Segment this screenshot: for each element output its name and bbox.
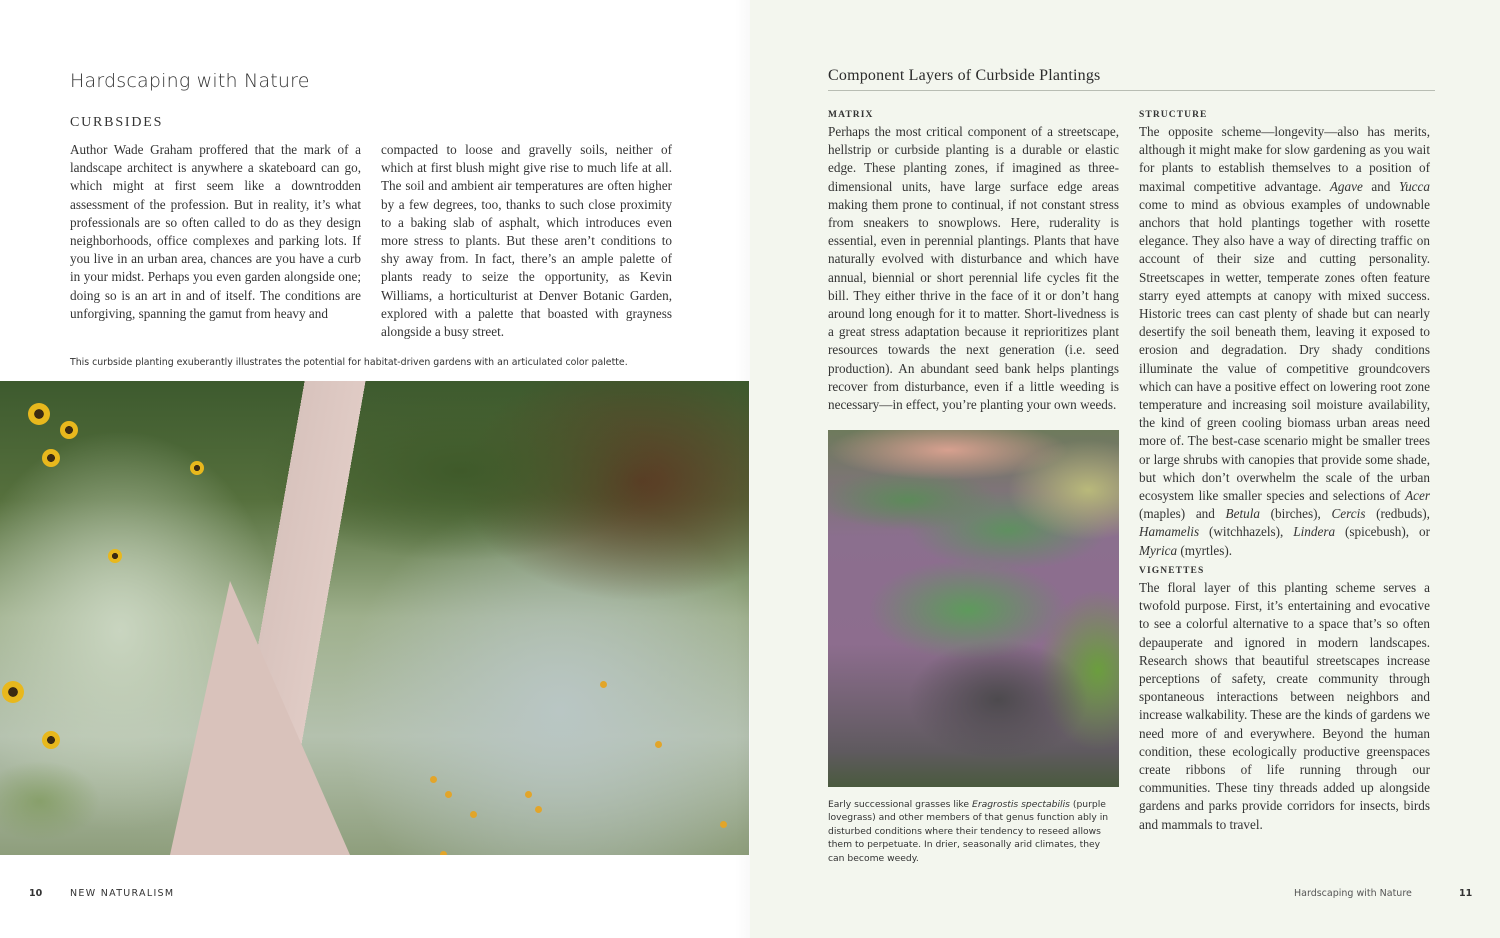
structure-text-part: (myrtles). — [1177, 542, 1233, 558]
page-number-right: 11 — [1459, 888, 1473, 899]
structure-text-part: (maples) and — [1139, 506, 1226, 522]
photo-caption: This curbside planting exuberantly illustrates the potential for habitat-driven gardens with an articulated color palette. — [70, 357, 628, 368]
yellow-flower-shape — [470, 811, 477, 818]
lovegrass-photo — [828, 430, 1119, 787]
structure-text-part: (redbuds), — [1365, 506, 1430, 522]
structure-text-part: and — [1362, 178, 1399, 194]
genus-acer: Acer — [1405, 488, 1430, 504]
structure-text-part: The opposite scheme—longevity—also has merits, although it might make for slow gardening as you wait for plants to establish themselves to a position of maximal competitive advantage. — [1139, 124, 1430, 194]
yellow-flower-shape — [525, 791, 532, 798]
matrix-text: Perhaps the most critical component of a streetscape, hellstrip or curbside planting is a durable or elastic edge. These planting zones, if imagined as three-dimensional units, have large surface edge areas making them prone to continual, if not constant stress from sneakers to snowplows. Here, ruderality is essential, even in perennial plantings. Plants that have naturally evolved with disturbance and which have annual, biennial or short perennial life cycles fit the bill. They either thrive in the face of it or don’t hang around long enough for it to matter. Short-livedness is a great stress adaptation because it reprioritizes plant resources towards the next generation (i.e. seed production). An abundant seed bank helps plantings recover from disturbance, even if a little weeding is necessary—in effect, you’re planting your own weeds. — [828, 124, 1119, 413]
running-head-left: NEW NATURALISM — [70, 888, 175, 899]
structure-text — [1139, 123, 1430, 560]
page-number-left: 10 — [29, 888, 43, 899]
yellow-flower-shape — [440, 851, 447, 855]
matrix-heading: MATRIX — [828, 110, 874, 120]
genus-agave: Agave — [1329, 178, 1363, 194]
sunflower-shape — [42, 449, 60, 467]
structure-text-part: (witchhazels), — [1199, 524, 1294, 540]
gutter-shadow — [735, 0, 750, 938]
sunflower-shape — [2, 681, 24, 703]
chapter-title: Hardscaping with Nature — [70, 70, 310, 92]
structure-text-part: (spicebush), or — [1335, 524, 1430, 540]
caption-text: Early successional grasses like — [828, 799, 973, 810]
genus-cercis: Cercis — [1331, 506, 1366, 522]
sunflower-shape — [190, 461, 204, 475]
vignettes-heading: VIGNETTES — [1139, 566, 1205, 576]
lovegrass-caption — [828, 798, 1119, 865]
vignettes-text: The floral layer of this planting scheme serves a twofold purpose. First, it’s entertaining and evocative to see a colorful alternative to a space that’s so often depauperate and ignored in modern landscapes. Research shows that beautiful streetscapes increase perceptions of safety, create community through spontaneous interactions between neighbors and increase walkability. These are the kinds of gardens we need more of and everywhere. Beyond the human condition, these ecologically productive greenspaces create ribbons of life running through our communities. These tiny threads added up alongside gardens and parks provide corridors for insects, birds and mammals to travel. — [1139, 580, 1430, 832]
caption-text: (purple lovegrass) and other members of that genus function ably in disturbed conditions where their tendency to reseed allows them to perpetuate. In drier, seasonally arid climates, they can become weedy. — [828, 799, 1109, 864]
sunflower-shape — [108, 549, 122, 563]
genus-lindera: Lindera — [1293, 524, 1336, 540]
section-heading-curbsides: CURBSIDES — [70, 115, 164, 130]
body-column-2: compacted to loose and gravelly soils, neither of which at first blush might give rise to much life at all. The soil and ambient air temperatures are often higher by a few degrees, too, thanks to such close proximity to a baking slab of asphalt, which introduces even more stress to plants. But these aren’t conditions to shy away from. In fact, there’s an ample palette of plants ready to seize the opportunity, as Kevin Williams, a horticulturist at Denver Botanic Garden, explored with a palette that boasted with grayness alongside a busy street. — [381, 142, 672, 340]
sunflower-shape — [42, 731, 60, 749]
curbside-planting-photo — [0, 381, 749, 855]
sunflower-shape — [60, 421, 78, 439]
yellow-flower-shape — [655, 741, 662, 748]
yellow-flower-shape — [430, 776, 437, 783]
yellow-flower-shape — [535, 806, 542, 813]
structure-text-part: come to mind as obvious examples of undownable anchors that hold plantings together with rosette elegance. They also have a way of directing traffic on account of their size and cutting personality. Streetscapes in wetter, temperate zones often feature starry eyed attempts at canopy with mixed success. Historic trees can cast plenty of shade but can nearly desertify the soil beneath them, leaving it exposed to erosion and degradation. Dry shady conditions illuminate the value of competitive groundcovers which can have a positive effect on lowering root zone temperature and increasing soil moisture availability, the kind of green cooling biomass urban areas need more of. The best-case scenario might be smaller trees or large shrubs with canopies that provide some shade, but which don’t overwhelm the scale of the urban ecosystem like smaller species and selections of — [1139, 196, 1430, 504]
structure-heading: STRUCTURE — [1139, 110, 1208, 120]
sunflower-shape — [28, 403, 50, 425]
title-rule-divider — [828, 90, 1435, 91]
yellow-flower-shape — [720, 821, 727, 828]
genus-betula: Betula — [1225, 506, 1260, 522]
sidewalk-shape — [170, 581, 350, 855]
running-head-right: Hardscaping with Nature — [1294, 888, 1412, 899]
genus-hamamelis: Hamamelis — [1139, 524, 1200, 540]
caption-species-italic: Eragrostis spectabilis — [972, 799, 1070, 810]
sidebar-title: Component Layers of Curbside Plantings — [828, 67, 1101, 84]
genus-yucca: Yucca — [1398, 178, 1430, 194]
body-column-1: Author Wade Graham proffered that the mark of a landscape architect is anywhere a skateboard can go, which might at first seem like a downtrodden assessment of the profession. But in reality, it’s what professionals are so often called to do as they design neighborhoods, office complexes and parking lots. If you live in an urban area, chances are you have a curb in your midst. Perhaps you even garden alongside one; doing so is an art in and of itself. The conditions are unforgiving, spanning the gamut from heavy and — [70, 142, 361, 321]
yellow-flower-shape — [445, 791, 452, 798]
structure-text-part: (birches), — [1259, 506, 1332, 522]
genus-myrica: Myrica — [1139, 542, 1178, 558]
yellow-flower-shape — [600, 681, 607, 688]
